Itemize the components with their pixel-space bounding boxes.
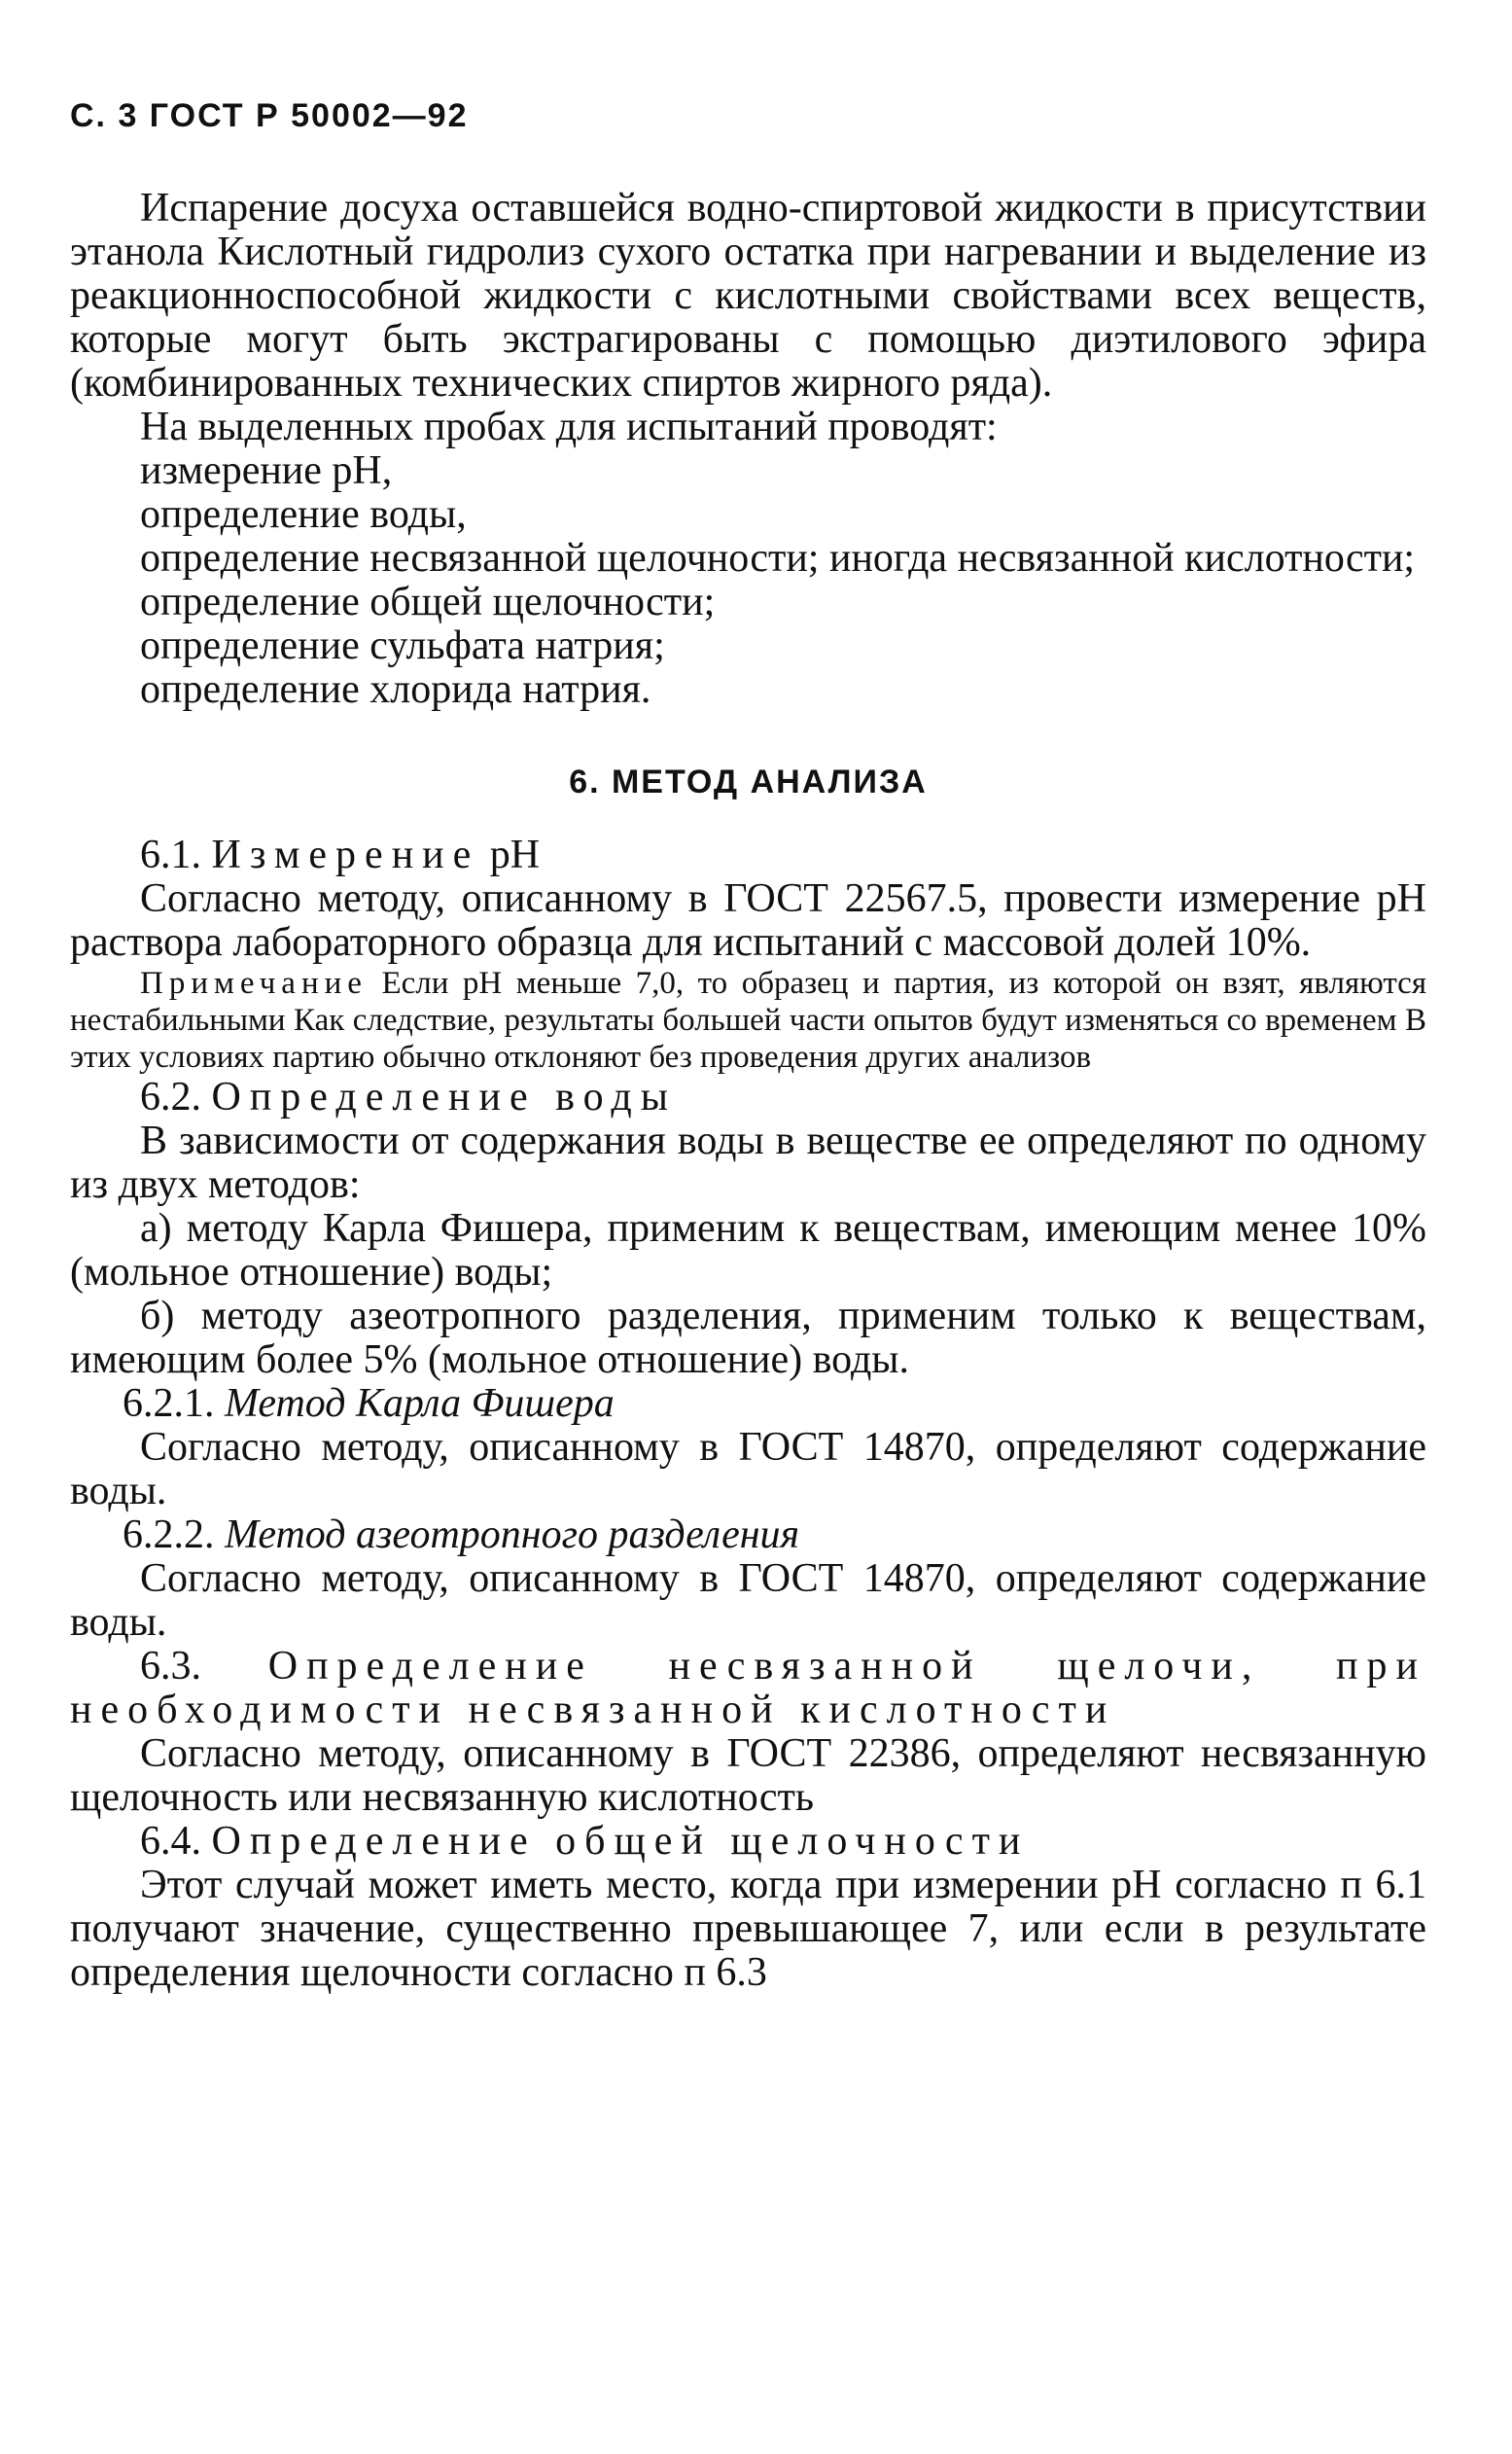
subsection-6-2-2-title: Метод азеотропного разделения (225, 1512, 800, 1557)
test-item-6: определение хлорида натрия. (140, 667, 651, 712)
subsection-6-4-title: Определение общей щелочности (211, 1819, 1030, 1864)
subsection-6-2-1-title: Метод Карла Фишера (225, 1381, 615, 1426)
subsection-6-4-number: 6.4. (140, 1819, 201, 1864)
section-title: 6. МЕТОД АНАЛИЗА (569, 764, 928, 800)
subsection-6-4-text: Этот случай может иметь место, когда при измерении рН согласно п 6.1 получают значение, существенно превышающее 7, или если в результате определения щелочности согласно п 6.3 (70, 1863, 1426, 1995)
test-item-1: измерение рН, (140, 448, 393, 493)
subsection-6-2-2-text: Согласно методу, описанному в ГОСТ 14870, определяют содержание воды. (70, 1556, 1426, 1645)
test-item-5: определение сульфата натрия; (140, 623, 665, 668)
page-header: С. 3 ГОСТ Р 50002—92 (70, 97, 469, 134)
subsection-6-1-title: Измерение (211, 833, 480, 877)
subsection-6-1-heading (70, 834, 1426, 877)
note (70, 965, 1426, 1076)
subsection-6-3-title: Определение несвязанной щелочи, при необходимости несвязанной кислотности (70, 1644, 1426, 1732)
subsection-6-2-1-text: Согласно методу, описанному в ГОСТ 14870, определяют содержание воды. (70, 1425, 1426, 1513)
subsection-6-1-number: 6.1. (140, 833, 201, 877)
subsection-6-4-heading (70, 1820, 1426, 1864)
subsection-6-2-number: 6.2. (140, 1075, 201, 1120)
test-item-3: определение несвязанной щелочности; иногда несвязанной кислотности; (140, 536, 1416, 581)
subsection-6-2-2-heading (70, 1513, 1426, 1557)
document-body (70, 187, 1426, 1995)
subsection-6-3-heading (70, 1645, 1426, 1732)
subsection-6-2-heading (70, 1076, 1426, 1120)
subsection-6-2-1-heading (70, 1382, 1426, 1426)
method-item-a: а) методу Карла Фишера, применим к веществам, имеющим менее 10% (мольное отношение) воды; (70, 1206, 1426, 1295)
note-text: Если рН меньше 7,0, то образец и партия, из которой он взят, являются нестабильными Как следствие, результаты большей части опытов будут изменяться со временем В этих условиях партию обычно отклоняют без проведения других анализов (70, 966, 1427, 1075)
note-label: Примечание (140, 966, 368, 1001)
test-item-4: определение общей щелочности; (140, 580, 716, 624)
intro-paragraph: Испарение досуха оставшейся водно-спиртовой жидкости в присутствии этанола Кислотный гидролиз сухого остатка при нагревании и выделение из реакционноспособной жидкости с кислотными свойствами всех веществ, которые могут быть экстрагированы с помощью диэтилового эфира (комбинированных технических спиртов жирного ряда). (70, 186, 1426, 406)
subsection-6-3-number: 6.3. (140, 1644, 201, 1689)
subsection-6-1-text: Согласно методу, описанному в ГОСТ 22567.5, провести измерение рН раствора лабораторного образца для испытаний с массовой долей 10%. (70, 876, 1426, 965)
subsection-6-2-1-number: 6.2.1. (123, 1381, 215, 1426)
subsection-6-3-text: Согласно методу, описанному в ГОСТ 22386, определяют несвязанную щелочность или несвязанную кислотность (70, 1731, 1426, 1820)
subsection-6-2-2-number: 6.2.2. (123, 1512, 215, 1557)
test-item-2: определение воды, (140, 492, 467, 537)
subsection-6-2-title: Определение воды (211, 1075, 678, 1120)
subsection-6-1-title-suffix: рН (489, 833, 541, 877)
subsection-6-2-text: В зависимости от содержания воды в веществе ее определяют по одному из двух методов: (70, 1119, 1426, 1207)
method-item-b: б) методу азеотропного разделения, применим только к веществам, имеющим более 5% (мольное отношение) воды. (70, 1294, 1426, 1382)
tests-intro: На выделенных пробах для испытаний проводят: (140, 405, 998, 449)
